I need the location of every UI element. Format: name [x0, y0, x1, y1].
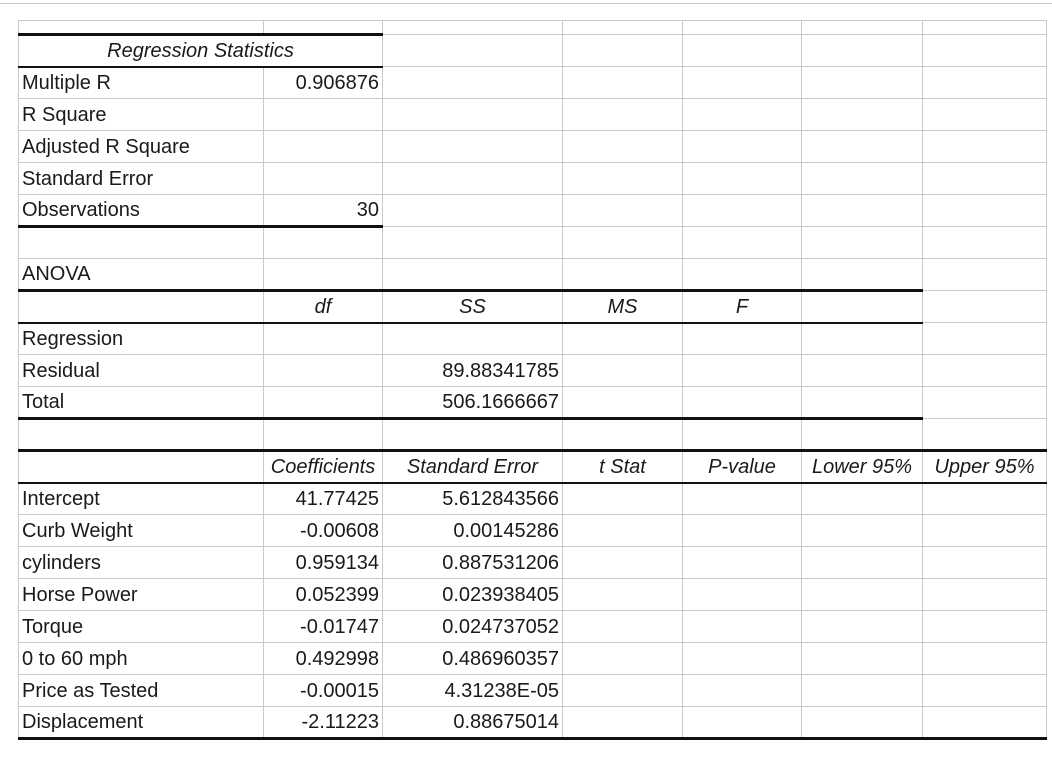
cell[interactable] — [563, 99, 683, 131]
coef-row — [19, 579, 1047, 611]
cell[interactable] — [923, 387, 1047, 419]
regstats-value[interactable] — [264, 99, 383, 131]
regression-output-sheet — [18, 20, 1047, 740]
cell[interactable] — [683, 259, 802, 291]
cell[interactable] — [802, 259, 923, 291]
anova-f[interactable] — [683, 323, 802, 355]
cell[interactable] — [563, 707, 683, 739]
anova-header-ss[interactable]: SS — [383, 291, 563, 323]
cell[interactable] — [802, 419, 923, 451]
anova-label[interactable]: Residual — [19, 355, 264, 387]
coef-label[interactable]: cylinders — [19, 547, 264, 579]
cell[interactable] — [923, 483, 1047, 515]
regstats-row — [19, 67, 1047, 99]
cell[interactable] — [19, 419, 264, 451]
cell[interactable] — [563, 163, 683, 195]
cell[interactable] — [683, 67, 802, 99]
anova-ss[interactable]: 506.1666667 — [383, 387, 563, 419]
cell[interactable] — [683, 643, 802, 675]
cell[interactable] — [802, 579, 923, 611]
anova-df[interactable] — [264, 323, 383, 355]
cell[interactable] — [383, 419, 563, 451]
cell[interactable] — [683, 675, 802, 707]
sheet-row — [19, 419, 1047, 451]
cell[interactable] — [264, 259, 383, 291]
cell[interactable] — [563, 611, 683, 643]
cell[interactable] — [383, 131, 563, 163]
regstats-value[interactable]: 0.906876 — [264, 67, 383, 99]
top-rule — [0, 3, 1052, 4]
cell[interactable] — [923, 21, 1047, 35]
coef-row — [19, 675, 1047, 707]
cell[interactable] — [802, 323, 923, 355]
cell[interactable] — [563, 515, 683, 547]
coef-row — [19, 483, 1047, 515]
regstats-value[interactable]: 30 — [264, 195, 383, 227]
cell[interactable] — [923, 259, 1047, 291]
regstats-title[interactable]: Regression Statistics — [19, 35, 383, 67]
coef-std-error[interactable]: 0.486960357 — [383, 643, 563, 675]
cell[interactable] — [923, 323, 1047, 355]
regstats-label[interactable]: Standard Error — [19, 163, 264, 195]
coef-label[interactable]: Curb Weight — [19, 515, 264, 547]
cell[interactable] — [563, 67, 683, 99]
coef-value[interactable]: -0.01747 — [264, 611, 383, 643]
cell[interactable] — [923, 707, 1047, 739]
coef-std-error[interactable]: 0.00145286 — [383, 515, 563, 547]
regstats-row — [19, 163, 1047, 195]
cell[interactable] — [683, 483, 802, 515]
cell[interactable] — [923, 291, 1047, 323]
cell[interactable] — [683, 579, 802, 611]
cell[interactable] — [923, 35, 1047, 67]
anova-df[interactable] — [264, 355, 383, 387]
cell[interactable] — [563, 131, 683, 163]
anova-header-ms[interactable]: MS — [563, 291, 683, 323]
cell[interactable] — [383, 259, 563, 291]
anova-f[interactable] — [683, 387, 802, 419]
regstats-value[interactable] — [264, 131, 383, 163]
anova-label[interactable]: Regression — [19, 323, 264, 355]
cell[interactable] — [383, 35, 563, 67]
cell[interactable] — [563, 675, 683, 707]
cell[interactable] — [19, 227, 264, 259]
coef-label[interactable]: 0 to 60 mph — [19, 643, 264, 675]
cell[interactable] — [802, 163, 923, 195]
cell[interactable] — [802, 67, 923, 99]
cell[interactable] — [383, 163, 563, 195]
coef-value[interactable]: 41.77425 — [264, 483, 383, 515]
cell[interactable] — [683, 227, 802, 259]
coef-std-error[interactable]: 4.31238E-05 — [383, 675, 563, 707]
sheet-row — [19, 21, 1047, 35]
anova-ss[interactable]: 89.88341785 — [383, 355, 563, 387]
coef-label[interactable]: Price as Tested — [19, 675, 264, 707]
cell[interactable] — [683, 21, 802, 35]
anova-title-row — [19, 259, 1047, 291]
cell[interactable] — [264, 419, 383, 451]
coef-header-lower-95[interactable]: Lower 95% — [802, 451, 923, 483]
anova-header-f[interactable]: F — [683, 291, 802, 323]
coef-row — [19, 643, 1047, 675]
regstats-label[interactable]: Observations — [19, 195, 264, 227]
cell[interactable] — [563, 547, 683, 579]
anova-label[interactable]: Total — [19, 387, 264, 419]
cell[interactable] — [802, 483, 923, 515]
cell[interactable] — [683, 611, 802, 643]
anova-ms[interactable] — [563, 355, 683, 387]
coef-header-p-value[interactable]: P-value — [683, 451, 802, 483]
coef-label[interactable]: Horse Power — [19, 579, 264, 611]
cell[interactable] — [923, 515, 1047, 547]
anova-row — [19, 355, 1047, 387]
coef-header-standard-error[interactable]: Standard Error — [383, 451, 563, 483]
cell[interactable] — [923, 675, 1047, 707]
coef-std-error[interactable]: 0.023938405 — [383, 579, 563, 611]
cell[interactable] — [802, 291, 923, 323]
coef-value[interactable]: -0.00015 — [264, 675, 383, 707]
cell[interactable] — [802, 611, 923, 643]
coef-row — [19, 707, 1047, 739]
sheet-row — [19, 227, 1047, 259]
cell[interactable] — [923, 579, 1047, 611]
regstats-label[interactable]: R Square — [19, 99, 264, 131]
cell[interactable] — [923, 99, 1047, 131]
cell[interactable] — [802, 355, 923, 387]
regstats-label[interactable]: Adjusted R Square — [19, 131, 264, 163]
anova-row — [19, 387, 1047, 419]
cell[interactable] — [802, 35, 923, 67]
coef-row — [19, 547, 1047, 579]
cell[interactable] — [563, 579, 683, 611]
cell[interactable] — [563, 483, 683, 515]
cell[interactable] — [923, 67, 1047, 99]
cell[interactable] — [264, 227, 383, 259]
cell[interactable] — [563, 195, 683, 227]
cell[interactable] — [563, 259, 683, 291]
cell[interactable] — [683, 131, 802, 163]
cell[interactable] — [802, 21, 923, 35]
coef-value[interactable]: -0.00608 — [264, 515, 383, 547]
cell[interactable] — [264, 21, 383, 35]
regstats-header-row — [19, 35, 1047, 67]
cell[interactable] — [802, 195, 923, 227]
cell[interactable] — [683, 547, 802, 579]
coef-row — [19, 611, 1047, 643]
cell[interactable] — [383, 195, 563, 227]
anova-header-df[interactable]: df — [264, 291, 383, 323]
regstats-row — [19, 195, 1047, 227]
anova-f[interactable] — [683, 355, 802, 387]
regstats-value[interactable] — [264, 163, 383, 195]
cell[interactable] — [802, 387, 923, 419]
cell[interactable] — [802, 547, 923, 579]
coef-header-row — [19, 451, 1047, 483]
regstats-row — [19, 99, 1047, 131]
cell[interactable] — [683, 419, 802, 451]
anova-ms[interactable] — [563, 323, 683, 355]
cell[interactable] — [802, 99, 923, 131]
cell[interactable] — [563, 227, 683, 259]
cell[interactable] — [923, 419, 1047, 451]
cell[interactable] — [923, 355, 1047, 387]
cell[interactable] — [683, 35, 802, 67]
cell[interactable] — [923, 195, 1047, 227]
coef-label[interactable]: Torque — [19, 611, 264, 643]
cell[interactable] — [923, 131, 1047, 163]
cell[interactable] — [683, 99, 802, 131]
coef-std-error[interactable]: 0.024737052 — [383, 611, 563, 643]
coef-std-error[interactable]: 5.612843566 — [383, 483, 563, 515]
coef-value[interactable]: 0.959134 — [264, 547, 383, 579]
coef-value[interactable]: -2.11223 — [264, 707, 383, 739]
cell[interactable] — [923, 227, 1047, 259]
cell[interactable] — [683, 195, 802, 227]
coef-value[interactable]: 0.492998 — [264, 643, 383, 675]
cell[interactable] — [683, 707, 802, 739]
cell[interactable] — [923, 547, 1047, 579]
anova-header-row — [19, 291, 1047, 323]
cell[interactable] — [19, 451, 264, 483]
cell[interactable] — [383, 67, 563, 99]
cell[interactable] — [802, 707, 923, 739]
coef-header-upper-95[interactable]: Upper 95% — [923, 451, 1047, 483]
coef-value[interactable]: 0.052399 — [264, 579, 383, 611]
cell[interactable] — [383, 227, 563, 259]
cell[interactable] — [802, 675, 923, 707]
coef-std-error[interactable]: 0.887531206 — [383, 547, 563, 579]
cell[interactable] — [383, 99, 563, 131]
coef-label[interactable]: Intercept — [19, 483, 264, 515]
cell[interactable] — [683, 163, 802, 195]
anova-df[interactable] — [264, 387, 383, 419]
cell[interactable] — [683, 515, 802, 547]
cell[interactable] — [923, 163, 1047, 195]
cell[interactable] — [563, 419, 683, 451]
cell[interactable] — [19, 291, 264, 323]
regstats-row — [19, 131, 1047, 163]
anova-title[interactable]: ANOVA — [19, 259, 264, 291]
coef-header-t-stat[interactable]: t Stat — [563, 451, 683, 483]
anova-ms[interactable] — [563, 387, 683, 419]
cell[interactable] — [19, 21, 264, 35]
cell[interactable] — [563, 21, 683, 35]
cell[interactable] — [563, 643, 683, 675]
cell[interactable] — [802, 131, 923, 163]
cell[interactable] — [802, 643, 923, 675]
anova-row — [19, 323, 1047, 355]
cell[interactable] — [802, 227, 923, 259]
regstats-label[interactable]: Multiple R — [19, 67, 264, 99]
anova-ss[interactable] — [383, 323, 563, 355]
cell[interactable] — [802, 515, 923, 547]
coef-header-coefficients[interactable]: Coefficients — [264, 451, 383, 483]
cell[interactable] — [563, 35, 683, 67]
cell[interactable] — [923, 611, 1047, 643]
cell[interactable] — [923, 643, 1047, 675]
coef-row — [19, 515, 1047, 547]
coef-std-error[interactable]: 0.88675014 — [383, 707, 563, 739]
coef-label[interactable]: Displacement — [19, 707, 264, 739]
cell[interactable] — [383, 21, 563, 35]
